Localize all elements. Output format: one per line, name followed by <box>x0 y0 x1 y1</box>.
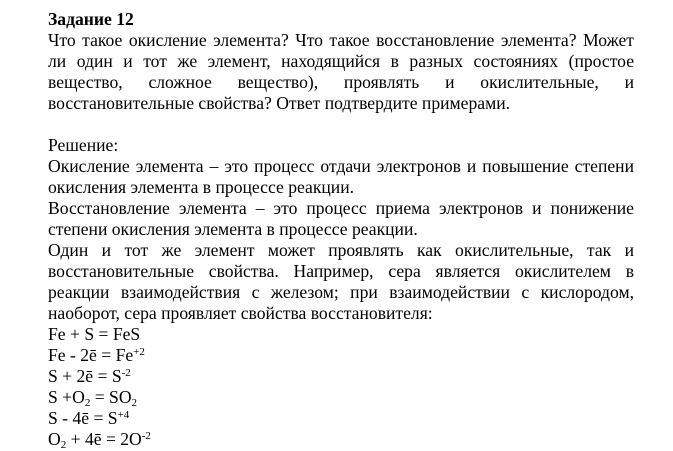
equation-s-reduction <box>48 366 634 387</box>
subscript: 2 <box>60 439 67 451</box>
paragraph-gap <box>48 114 634 135</box>
equation-s-o2 <box>48 387 634 408</box>
equation-text: S +O <box>48 387 85 407</box>
solution-heading: Решение: <box>48 135 119 155</box>
equation-text: Fe - 2ē = Fe <box>48 345 134 365</box>
equation-fe-oxidation <box>48 345 634 366</box>
oxidation-state: -2 <box>141 430 151 442</box>
oxidation-state: +4 <box>117 409 130 421</box>
reduction-definition: Восстановление элемента – это процесс приема электронов и понижение степени окисления элемента в процессе реакции. <box>48 198 634 239</box>
equation-text: S + 2ē = S <box>48 366 122 386</box>
oxidation-definition: Окисление элемента – это процесс отдачи электронов и повышение степени окисления элемента в процессе реакции. <box>48 156 634 197</box>
document-page <box>48 9 634 450</box>
task-title: Задание 12 <box>48 9 134 29</box>
equation-text: Fe + S = FeS <box>48 324 141 344</box>
equation-s-oxidation <box>48 408 634 429</box>
equation-text: S - 4ē = S <box>48 408 118 428</box>
task-question: Что такое окисление элемента? Что такое восстановление элемента? Может ли один и тот же элемент, находящийся в разных состояниях (простое вещество, сложное вещество), проявлять и окислительные, и восстановительные свойства? Ответ подтвердите примерами. <box>48 30 634 113</box>
equation-text: + 4ē = 2O <box>66 429 142 449</box>
equation-text: = SO <box>90 387 132 407</box>
subscript: 2 <box>131 397 138 409</box>
oxidation-state: +2 <box>133 346 145 358</box>
sulfur-example-text: Один и тот же элемент может проявлять как окислительные, так и восстановительные свойства. Например, сера является окислителем в реакции взаимодействия с железом; при взаимодействии с кислородом, наоборот, сера проявляет свойства восстановителя: <box>48 240 634 323</box>
equation-o2-reduction <box>48 429 634 450</box>
subscript: 2 <box>84 397 91 409</box>
equation-text: O <box>48 429 61 449</box>
oxidation-state: -2 <box>121 367 131 379</box>
equation-fe-s <box>48 324 634 345</box>
